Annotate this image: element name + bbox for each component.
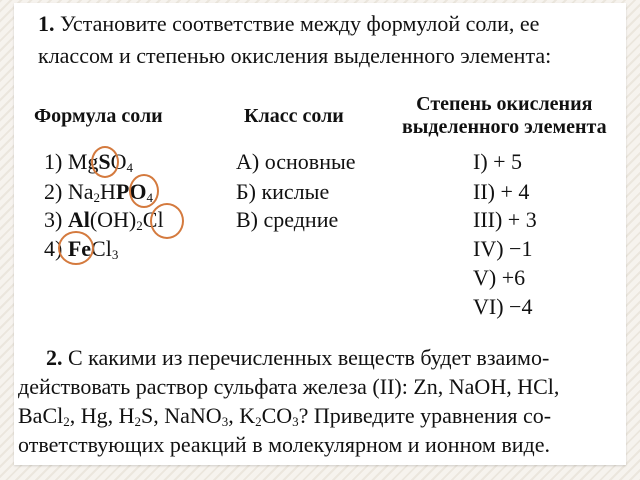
q2-l3-a-sub: 2	[63, 414, 70, 429]
oxidation-1: I) + 5	[473, 149, 523, 174]
header-formula: Формула соли	[34, 105, 163, 127]
question-2-line-4: ответствующих реакций в молекулярном и ионном виде.	[18, 432, 550, 457]
formula-3-tail: Cl	[142, 207, 164, 232]
oxidation-3: III) + 3	[473, 207, 537, 232]
formula-1-sub: 4	[126, 160, 134, 175]
question-2-line-2: действовать раствор сульфата железа (II): Zn, NaOH, HCl,	[18, 374, 560, 399]
formula-4-rest: Cl	[91, 236, 112, 261]
question-1-line-2: классом и степенью окисления выделенного элемента:	[38, 43, 552, 68]
formula-3-sub: 2	[136, 218, 143, 233]
q2-l3-e-sub: 3	[292, 414, 299, 429]
q2-l3-e: CO	[261, 403, 293, 428]
highlight-circle-s	[91, 146, 119, 178]
header-oxidation-line-2: выделенного элемента	[402, 116, 607, 138]
q2-l3-b-sub: 2	[134, 414, 142, 429]
formula-3-rest: (OH)	[89, 207, 137, 232]
question-2-number: 2.	[46, 345, 63, 370]
q2-l3-c-sub: 3	[221, 414, 229, 429]
class-c: В) средние	[236, 207, 339, 232]
question-1-number: 1.	[38, 11, 55, 36]
oxidation-5: V) +6	[473, 265, 526, 290]
formula-2-mid: H	[99, 179, 116, 204]
highlight-circle-p	[129, 174, 159, 208]
class-a: А) основные	[236, 149, 356, 174]
formula-4-bold: Fe	[67, 236, 92, 261]
formula-3	[44, 207, 164, 233]
formula-4-prefix: 4)	[44, 236, 68, 261]
formula-2-bold: P	[115, 179, 130, 204]
formula-3-prefix: 3)	[44, 207, 68, 232]
header-class: Класс соли	[244, 105, 344, 127]
q2-l3-c: S, NaNO	[141, 403, 222, 428]
formula-3-bold: Al	[67, 207, 90, 232]
question-1-line-1	[38, 11, 539, 37]
question-2-line-3	[18, 403, 551, 429]
oxidation-6: VI) −4	[473, 294, 533, 319]
formula-1	[44, 149, 133, 175]
formula-2-sub-1: 2	[93, 190, 100, 205]
formula-1-bold: S	[98, 149, 111, 174]
question-1-text: Установите соответствие между формулой соли, ее	[60, 11, 540, 36]
highlight-circle-cl	[150, 203, 184, 239]
formula-2-prefix: 2) Na	[44, 179, 94, 204]
formula-1-prefix: 1) Mg	[44, 149, 99, 174]
formula-1-rest: O	[110, 149, 127, 174]
header-oxidation-line-1: Степень окисления	[416, 93, 593, 115]
question-2-line-1	[46, 345, 549, 371]
formula-4-sub: 3	[111, 247, 119, 262]
oxidation-2: II) + 4	[473, 179, 530, 204]
q2-l3-a: BaCl	[18, 403, 64, 428]
q2-l3-b: , Hg, H	[69, 403, 135, 428]
slide-card	[14, 3, 626, 465]
question-2-text-1: С какими из перечисленных веществ будет взаимо-	[68, 345, 550, 370]
header-oxidation	[402, 93, 607, 139]
highlight-circle-fe	[58, 231, 94, 265]
q2-l3-f: ? Приведите уравнения со-	[298, 403, 552, 428]
oxidation-4: IV) −1	[473, 236, 533, 261]
formula-2-sub-2: 4	[146, 190, 153, 205]
q2-l3-d: , K	[228, 403, 256, 428]
q2-l3-d-sub: 2	[255, 414, 262, 429]
class-b: Б) кислые	[236, 179, 330, 204]
formula-2-rest: O	[129, 179, 147, 204]
